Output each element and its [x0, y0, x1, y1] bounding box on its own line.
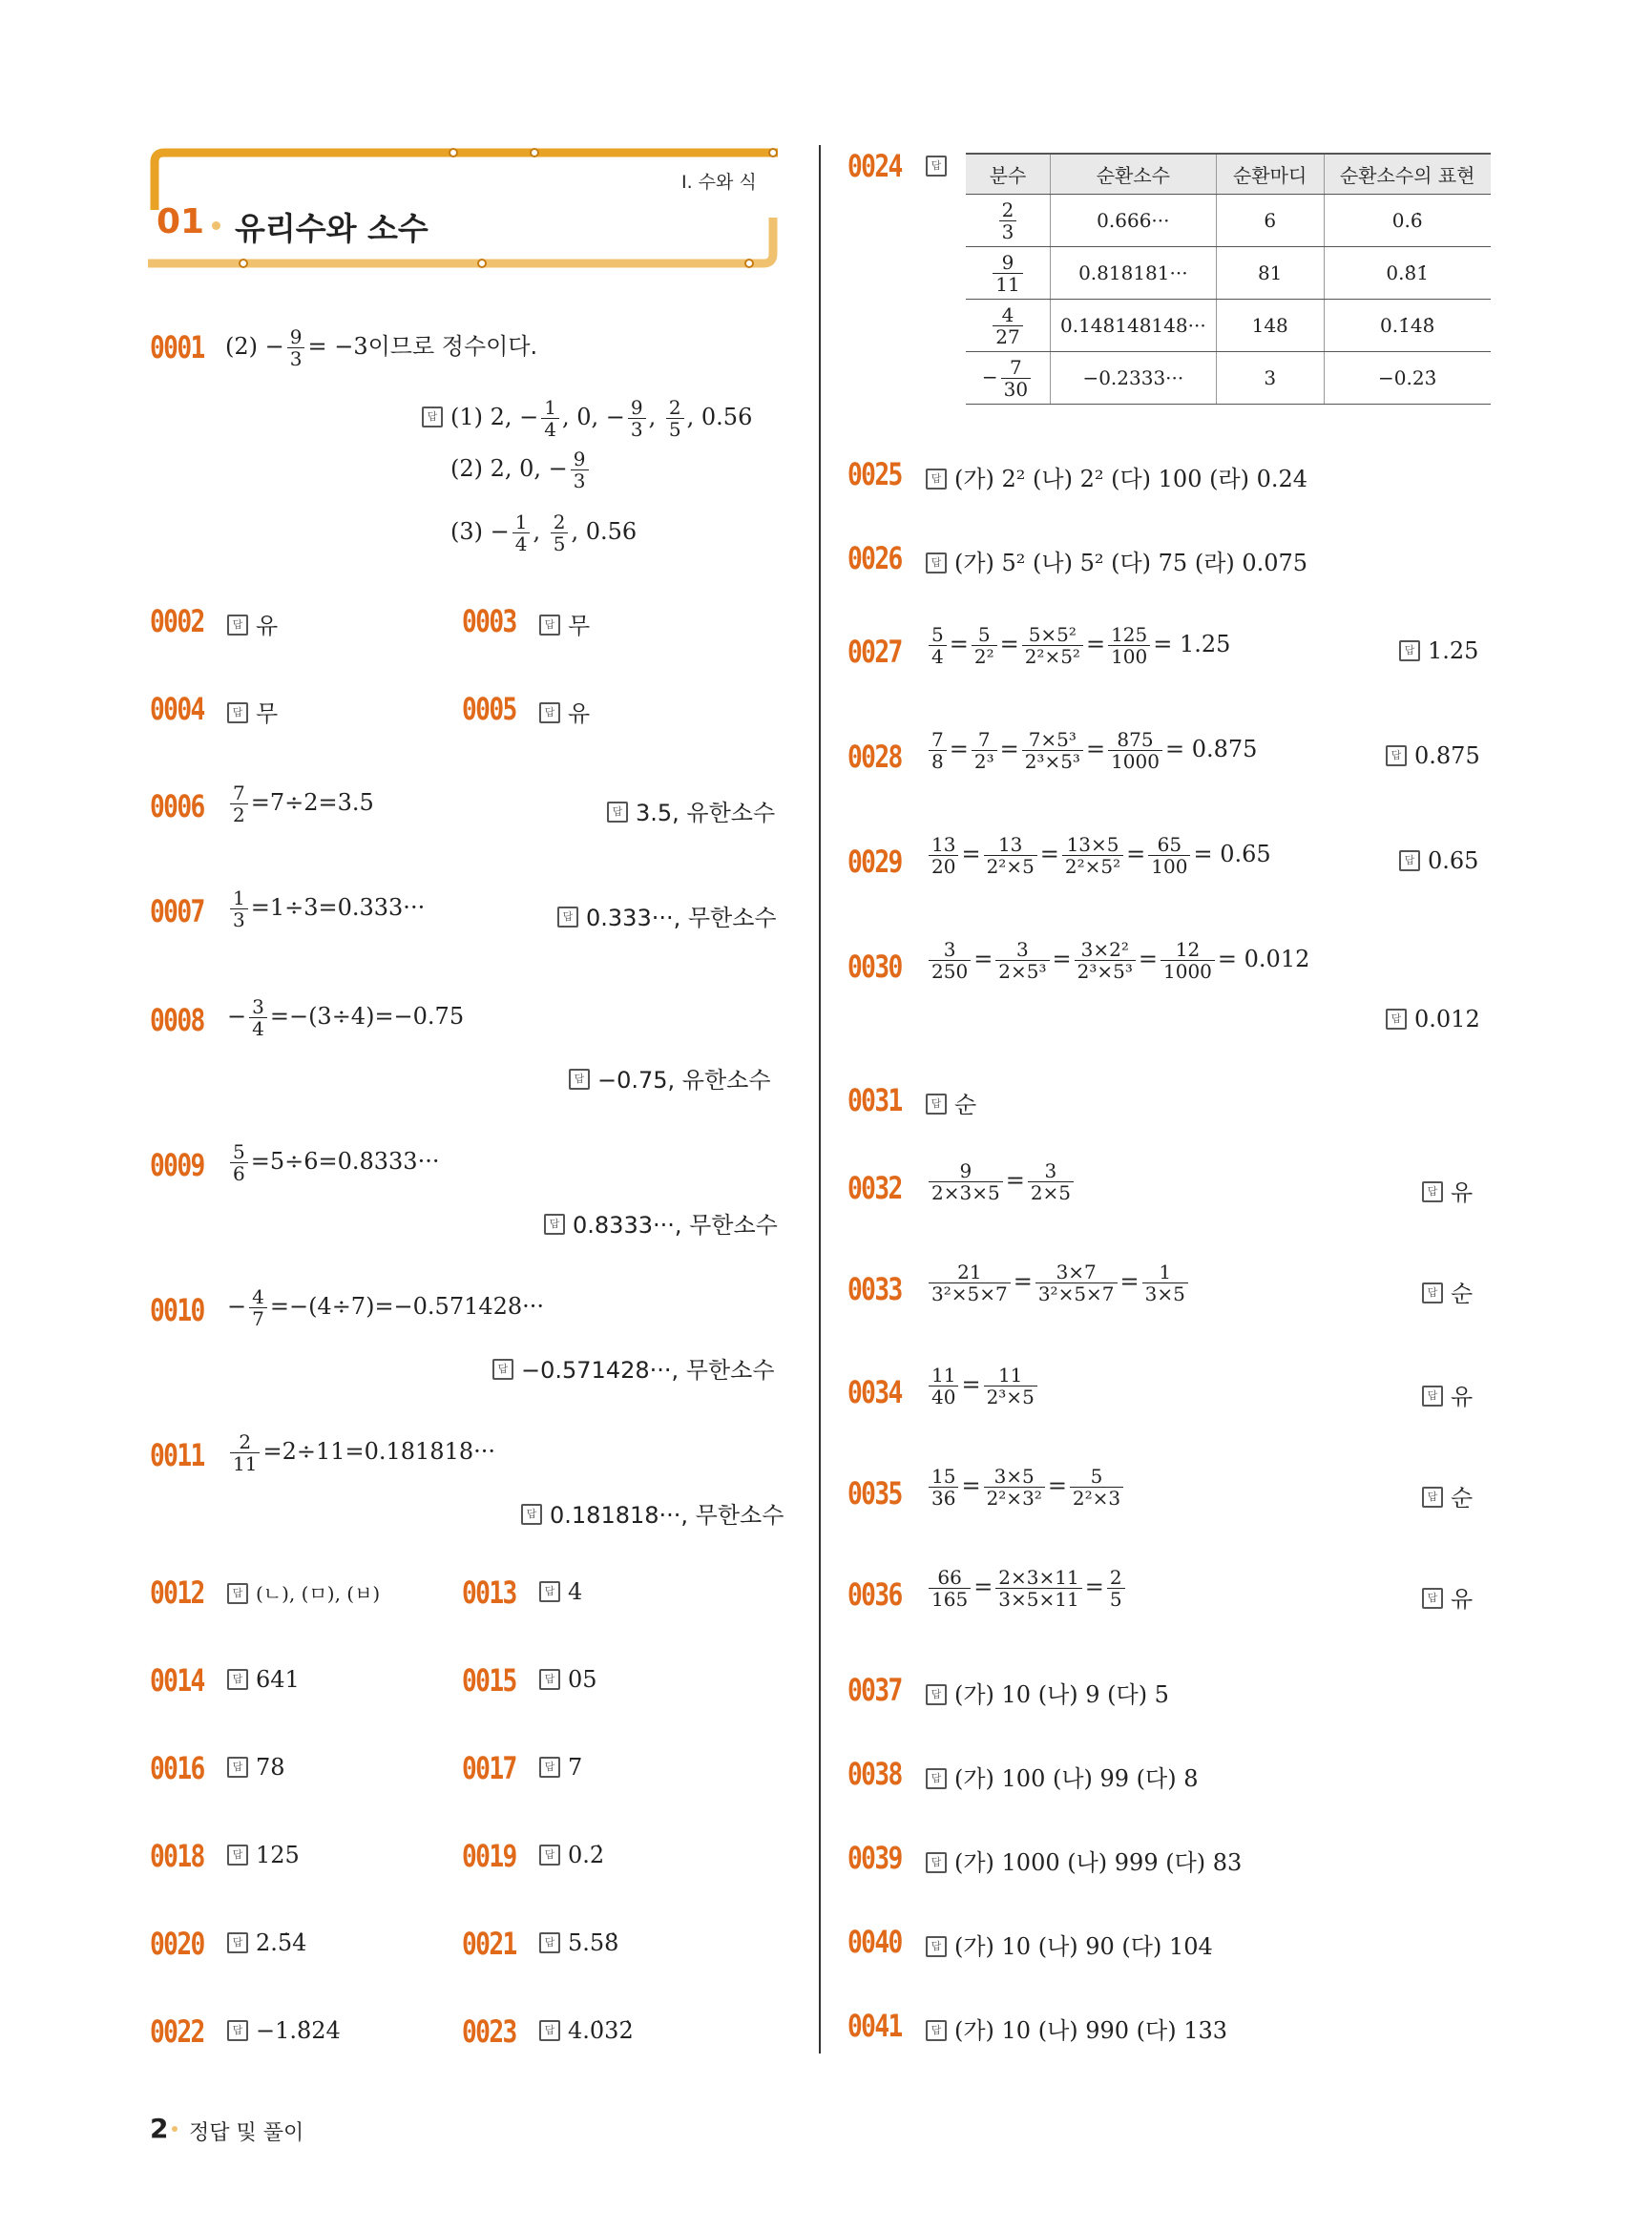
answer-line: 답 0.333···, 무한소수 — [557, 899, 777, 932]
answer-line: 답 641 — [227, 1666, 300, 1693]
problem-number: 0015 — [462, 1662, 516, 1699]
problem-number: 0020 — [150, 1926, 204, 1962]
answer-line: 답 유 — [1422, 1174, 1473, 1207]
answer-icon: 답 — [1386, 745, 1407, 766]
answer-icon: 답 — [539, 1932, 560, 1953]
answer-line: 답 0.2̇ — [539, 1842, 604, 1868]
problem-number: 0012 — [150, 1574, 204, 1611]
answer-icon: 답 — [227, 2020, 248, 2041]
answer-line: 답 0.65 — [1399, 847, 1478, 874]
answer-line: 답 5.58̇ — [539, 1929, 618, 1956]
solution-text: $\frac{2}{11}$ =2÷11=0.181818··· — [227, 1431, 495, 1474]
problem-number: 0008 — [150, 1002, 204, 1038]
answer-icon: 답 — [1422, 1487, 1443, 1508]
answer-line: 답 1.25 — [1399, 637, 1478, 664]
answer-line: 답 (ㄴ), (ㅁ), (ㅂ) — [227, 1578, 380, 1606]
problem-number: 0025 — [847, 456, 902, 492]
answer-icon: 답 — [539, 2020, 560, 2041]
problem-number: 0018 — [150, 1838, 204, 1874]
chapter-number: 01 — [157, 202, 205, 241]
answer-line: 답 0.8333···, 무한소수 — [544, 1206, 778, 1240]
answer-icon: 답 — [926, 553, 947, 573]
answer-icon: 답 — [1422, 1282, 1443, 1303]
answer-icon: 답 — [227, 1757, 248, 1778]
answer-icon: 답 — [227, 1932, 248, 1953]
problem-number: 0033 — [847, 1271, 902, 1307]
answer-line: 답 무 — [539, 607, 590, 640]
answer-icon: 답 — [1422, 1386, 1443, 1407]
answer-icon: 답 — [492, 1359, 513, 1380]
problem-number: 0003 — [462, 603, 516, 639]
problem-number: 0005 — [462, 691, 516, 727]
answer-icon: 답 — [557, 907, 578, 928]
answer-line: 답 (가) 10 (나) 990 (다) 133 — [926, 2012, 1227, 2045]
problem-number: 0041 — [847, 2008, 902, 2044]
problem-number: 0009 — [150, 1147, 204, 1183]
problem-number: 0027 — [847, 634, 902, 670]
answer-line: 답 (가) 2² (나) 2² (다) 100 (라) 0.24 — [926, 460, 1307, 493]
answer-line: 답 0.012 — [1386, 1006, 1480, 1032]
solution-text: $\frac{15}{36}$ = $\frac{3\times 5}{\text{2²×3²}}$ = $\frac{5}{\text{2²×3}}$ — [926, 1466, 1126, 1509]
answer-icon: 답 — [926, 2020, 947, 2041]
problem-number: 0023 — [462, 2013, 516, 2050]
footer-dot — [172, 2126, 178, 2132]
chapter-dot — [212, 221, 220, 230]
problem-number: 0002 — [150, 603, 204, 639]
answer-icon: 답 — [1422, 1588, 1443, 1609]
solution-text: $\frac{3}{250}$ = $\frac{3}{\text{2×5³}}$ = $\frac{\text{3×2²}}{\text{2³×5³}}$ = $\frac{12}{1000}$ = 0.012 — [926, 939, 1309, 982]
problem-number: 0013 — [462, 1574, 516, 1611]
answer-icon: 답 — [521, 1504, 542, 1525]
answer-line: 답 125 — [227, 1842, 300, 1868]
table-header: 순환마디 — [1216, 154, 1324, 195]
answer-icon: 답 — [539, 1581, 560, 1602]
page-number: 2 — [150, 2113, 169, 2144]
solution-text: $\frac{7}{8}$ = $\frac{7}{\text{2³}}$ = $\frac{\text{7×5³}}{\text{2³×5³}}$ = $\frac{875}{1000}$ = 0.875 — [926, 729, 1257, 772]
problem-number: 0021 — [462, 1926, 516, 1962]
answer-icon: 답 — [539, 1757, 560, 1778]
answer-icon: 답 — [607, 802, 628, 823]
table-row: $\frac{2}{3}$ 0.666··· 6 0.6̇ — [966, 195, 1491, 247]
solution-text: − $\frac{3}{4}$ =−(3÷4)=−0.75 — [227, 995, 465, 1040]
answer-icon: 답 — [926, 156, 947, 177]
problem-number: 0039 — [847, 1840, 902, 1876]
answer-icon: 답 — [1399, 850, 1420, 871]
solution-text: $\frac{5}{6}$ =5÷6=0.8333··· — [227, 1141, 439, 1184]
solution-text: $\frac{21}{\text{3²×5×7}}$ = $\frac{3\times 7}{\text{3²×5×7}}$ = $\frac{1}{3\times 5}$ — [926, 1261, 1191, 1304]
problem-number: 0007 — [150, 893, 204, 929]
answer-line: 답 무 — [227, 695, 278, 728]
answer-line: 답 순 — [926, 1086, 976, 1119]
answer-line: 답 (가) 10 (나) 90 (다) 104 — [926, 1928, 1213, 1961]
answer-line: 답 7 — [539, 1754, 582, 1781]
table-row: − $\frac{7}{30}$ −0.2333··· 3 −0.23̇ — [966, 352, 1491, 405]
answer-icon: 답 — [926, 1768, 947, 1789]
solution-text: $\frac{1}{3}$ =1÷3=0.333··· — [227, 887, 425, 930]
solution-text: $\frac{11}{40}$ = $\frac{11}{\text{2³×5}}$ — [926, 1365, 1040, 1407]
solution-text: $\frac{9}{2\times 3\times 5}$ = $\frac{3}{2\times 5}$ — [926, 1160, 1077, 1203]
answer-line: 답 (가) 100 (나) 99 (다) 8 — [926, 1760, 1199, 1793]
answer-icon: 답 — [926, 469, 947, 490]
answer-line: 답 (가) 5² (나) 5² (다) 75 (라) 0.075 — [926, 544, 1307, 577]
problem-number: 0022 — [150, 2013, 204, 2050]
table-row: $\frac{9}{11}$ 0.818181··· 81 0.8̇1̇ — [966, 247, 1491, 300]
solution-text: $\frac{7}{2}$ =7÷2=3.5 — [227, 782, 374, 825]
column-divider — [819, 145, 821, 2054]
answer-icon: 답 — [926, 1684, 947, 1705]
answer-line: 답 (1) 2, − $\frac{1}{4}$ , 0, − $\frac{9}{3}$ , $\frac{2}{5}$ , 0.56 — [422, 397, 752, 440]
chapter-title: 유리수와 소수 — [235, 210, 429, 247]
problem-number: 0038 — [847, 1756, 902, 1792]
answer-icon: 답 — [422, 407, 443, 427]
footer-label: 정답 및 풀이 — [189, 2121, 304, 2145]
answer-icon: 답 — [544, 1214, 565, 1235]
answer-line: 답 순 — [1422, 1479, 1473, 1512]
answer-icon: 답 — [1399, 640, 1420, 661]
problem-number: 0032 — [847, 1170, 902, 1206]
answer-icon: 답 — [1386, 1009, 1407, 1030]
answer-icon-wrap — [926, 153, 954, 179]
problem-number: 0001 — [150, 329, 204, 365]
answer-line: 답 유 — [1422, 1580, 1473, 1614]
answer-icon: 답 — [926, 1094, 947, 1115]
problem-number: 0011 — [150, 1437, 204, 1473]
problem-number: 0006 — [150, 788, 204, 824]
problem-number: 0029 — [847, 844, 902, 880]
answer-icon: 답 — [539, 1669, 560, 1690]
problem-number: 0031 — [847, 1082, 902, 1118]
answer-line: 답 4 — [539, 1578, 582, 1605]
problem-number: 0014 — [150, 1662, 204, 1699]
answer-line: 답 −0.571428···, 무한소수 — [492, 1351, 775, 1385]
answer-icon: 답 — [539, 615, 560, 636]
problem-number: 0036 — [847, 1576, 902, 1613]
table-row: $\frac{4}{27}$ 0.148148148··· 148 0.1̇48̇ — [966, 300, 1491, 352]
answer-icon: 답 — [227, 702, 248, 723]
answer-line: (3) − $\frac{1}{4}$ , $\frac{2}{5}$ , 0.56 — [450, 511, 638, 555]
answer-line: 답 순 — [1422, 1275, 1473, 1308]
answer-line: 답 유 — [227, 607, 278, 640]
problem-number: 0037 — [847, 1672, 902, 1708]
table-header: 순환소수의 표현 — [1324, 154, 1491, 195]
problem-number: 0010 — [150, 1292, 204, 1328]
answer-line: 답 3.5, 유한소수 — [607, 794, 775, 827]
answer-line: 답 −0.75, 유한소수 — [569, 1061, 771, 1095]
answer-line: 답 유 — [1422, 1378, 1473, 1411]
answer-icon: 답 — [227, 1845, 248, 1866]
repeating-decimal-table — [966, 153, 1491, 405]
solution-text: − $\frac{4}{7}$ =−(4÷7)=−0.571428··· — [227, 1285, 545, 1330]
problem-number: 0026 — [847, 540, 902, 576]
answer-icon: 답 — [227, 1669, 248, 1690]
answer-line: 답 (가) 1000 (나) 999 (다) 83 — [926, 1844, 1242, 1877]
answer-line: (2) 2, 0, − $\frac{9}{3}$ — [450, 448, 592, 491]
solution-text: $\frac{5}{4}$ = $\frac{5}{\text{2²}}$ = $\frac{\text{5×5²}}{\text{2²×5²}}$ = $\frac{125}{100}$ = 1.25 — [926, 624, 1230, 667]
problem-number: 0019 — [462, 1838, 516, 1874]
problem-number: 0028 — [847, 739, 902, 775]
table-header: 순환소수 — [1051, 154, 1217, 195]
answer-icon: 답 — [227, 1583, 248, 1604]
problem-number: 0017 — [462, 1750, 516, 1786]
problem-number: 0040 — [847, 1924, 902, 1960]
section-label: I. 수와 식 — [681, 172, 757, 193]
answer-line: 답 −1.8̇24̇ — [227, 2017, 341, 2044]
table-header: 분수 — [966, 154, 1051, 195]
answer-line: 답 78 — [227, 1754, 285, 1781]
answer-line: 답 2.5̇4̇ — [227, 1929, 306, 1956]
answer-line: 답 0.181818···, 무한소수 — [521, 1496, 784, 1530]
problem-number: 0004 — [150, 691, 204, 727]
solution-text: $\frac{13}{20}$ = $\frac{13}{\text{2²×5}}$ = $\frac{13\times 5}{\text{2²×5²}}$ = $\frac{65}{100}$ = 0.65 — [926, 834, 1271, 877]
answer-line: 답 (가) 10 (나) 9 (다) 5 — [926, 1676, 1169, 1709]
answer-icon: 답 — [227, 615, 248, 636]
problem-number: 0035 — [847, 1475, 902, 1512]
answer-icon: 답 — [926, 1852, 947, 1873]
problem-number: 0030 — [847, 949, 902, 985]
problem-number: 0024 — [847, 148, 902, 184]
answer-icon: 답 — [926, 1936, 947, 1957]
answer-line: 답 0.875 — [1386, 742, 1480, 769]
problem-number: 0034 — [847, 1374, 902, 1410]
solution-text: (2) − $\frac{9}{3}$ = −3이므로 정수이다. — [225, 325, 538, 370]
answer-icon: 답 — [569, 1069, 590, 1090]
answer-line: 답 05 — [539, 1666, 597, 1693]
answer-line: 답 4.0̇32̇ — [539, 2017, 634, 2044]
solution-text: $\frac{66}{165}$ = $\frac{2\times 3\times 11}{3\times 5\times 11}$ = $\frac{2}{5}$ — [926, 1567, 1128, 1610]
answer-icon: 답 — [539, 702, 560, 723]
answer-icon: 답 — [539, 1845, 560, 1866]
answer-line: 답 유 — [539, 695, 590, 728]
problem-number: 0016 — [150, 1750, 204, 1786]
answer-icon: 답 — [1422, 1181, 1443, 1202]
